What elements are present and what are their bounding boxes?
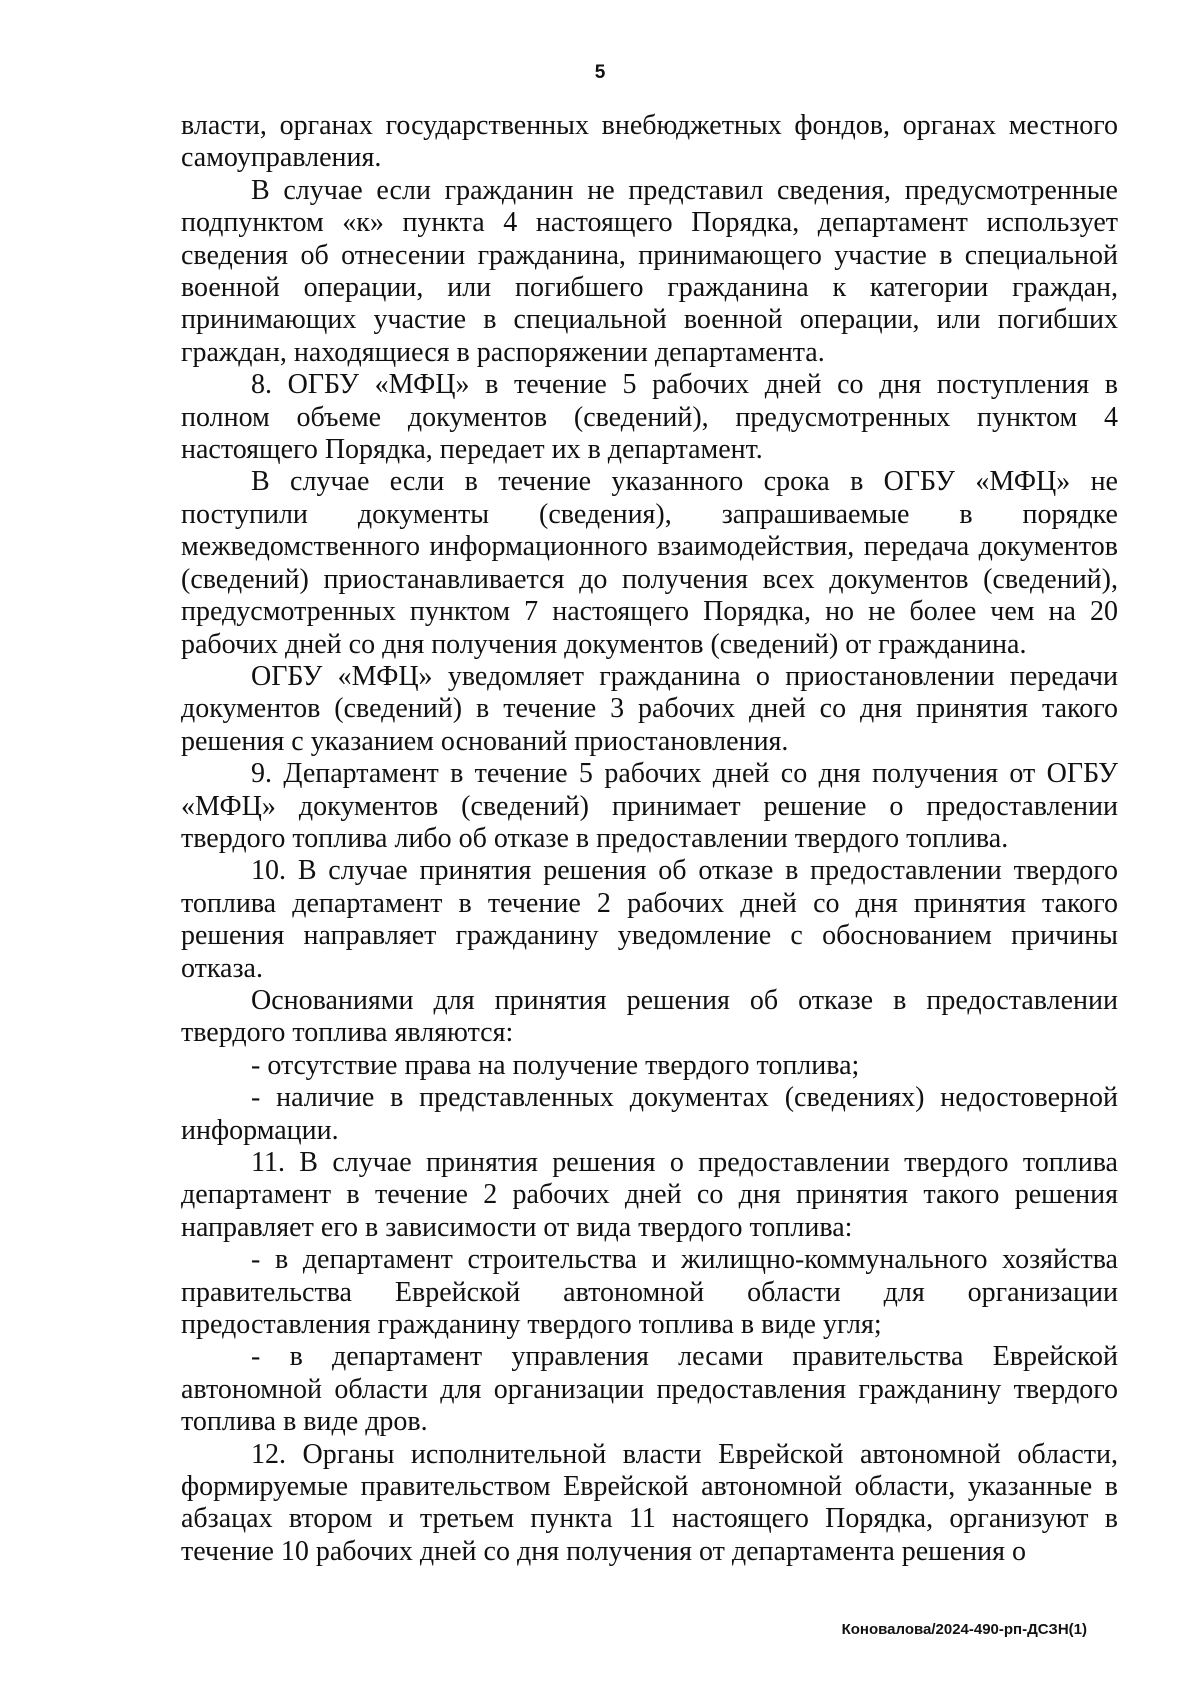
paragraph: власти, органах государственных внебюджетных фондов, органах местного самоуправления. — [181, 110, 1118, 174]
paragraph: 12. Органы исполнительной власти Еврейской автономной области, формируемые правительством Еврейской автономной области, указанные в абзацах втором и третьем пункта 11 настоящего Порядка, организуют в течение 10 рабочих дней со дня получения от департамента решения о — [181, 1438, 1118, 1567]
list-item: - наличие в представленных документах (сведениях) недостоверной информации. — [181, 1082, 1118, 1146]
paragraph: Основаниями для принятия решения об отказе в предоставлении твердого топлива являются: — [181, 984, 1118, 1049]
document-registration-code: Коновалова/2024-490-рп-ДСЗН(1) — [841, 1621, 1087, 1638]
paragraph: В случае если в течение указанного срока в ОГБУ «МФЦ» не поступили документы (сведения), запрашиваемые в порядке межведомственного информационного взаимодействия, передача документов (сведений) приостанавливается до получения всех документов (сведений), предусмотренных пунктом 7 настоящего Порядка, но не более чем на 20 рабочих дней со дня получения документов (сведений) от гражданина. — [181, 466, 1118, 660]
list-item: - в департамент управления лесами правительства Еврейской автономной области для организации предоставления гражданину твердого топлива в виде дров. — [181, 1341, 1118, 1438]
list-item: - отсутствие права на получение твердого топлива; — [251, 1049, 860, 1081]
list-item: - в департамент строительства и жилищно-коммунального хозяйства правительства Еврейской автономной области для организации предоставления гражданину твердого топлива в виде угля; — [181, 1244, 1118, 1341]
page-number: 5 — [594, 62, 606, 83]
paragraph: ОГБУ «МФЦ» уведомляет гражданина о приостановлении передачи документов (сведений) в течение 3 рабочих дней со дня принятия такого решения с указанием оснований приостановления. — [181, 660, 1118, 757]
document-body — [181, 110, 1118, 1568]
paragraph: В случае если гражданин не представил сведения, предусмотренные подпунктом «к» пункта 4 настоящего Порядка, департамент использует сведения об отнесении гражданина, принимающего участие в специальной военной операции, или погибшего гражданина к категории граждан, принимающих участие в специальной военной операции, или погибших граждан, находящиеся в распоряжении департамента. — [181, 174, 1118, 368]
paragraph: 11. В случае принятия решения о предоставлении твердого топлива департамент в течение 2 рабочих дней со дня принятия такого решения направляет его в зависимости от вида твердого топлива: — [181, 1147, 1118, 1243]
paragraph: 8. ОГБУ «МФЦ» в течение 5 рабочих дней со дня поступления в полном объеме документов (сведений), предусмотренных пунктом 4 настоящего Порядка, передает их в департамент. — [181, 369, 1118, 466]
paragraph: 10. В случае принятия решения об отказе в предоставлении твердого топлива департамент в течение 2 рабочих дней со дня принятия такого решения направляет гражданину уведомление с обоснованием причины отказа. — [181, 855, 1118, 984]
paragraph: 9. Департамент в течение 5 рабочих дней со дня получения от ОГБУ «МФЦ» документов (сведений) принимает решение о предоставлении твердого топлива либо об отказе в предоставлении твердого топлива. — [181, 758, 1118, 854]
